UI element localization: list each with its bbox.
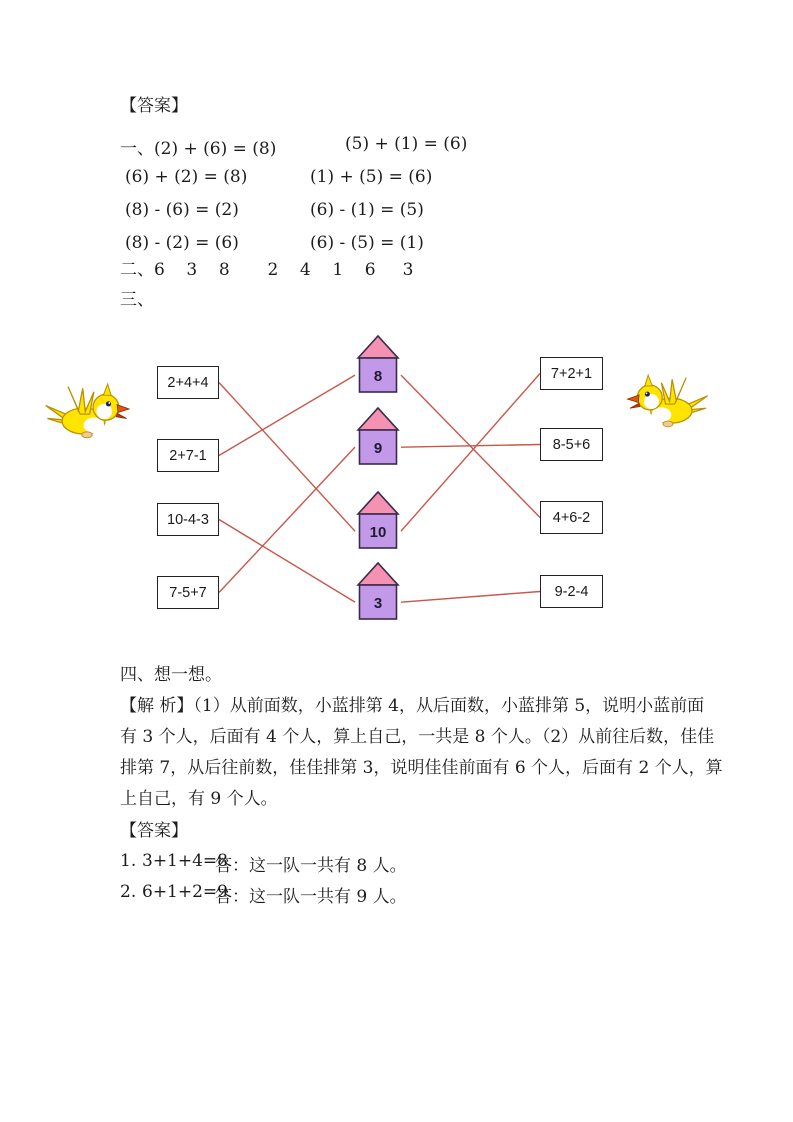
expression-label: 2+4+4 [167, 374, 209, 391]
house-number: 9 [373, 440, 383, 457]
equation-left: (6) + (2) = (8) [125, 167, 248, 187]
answer-text: 答：这一队一共有 9 人。 [215, 887, 407, 907]
house-9 [355, 405, 401, 467]
house-3 [355, 560, 401, 622]
matching-diagram [0, 325, 793, 635]
answer-number: 2. [120, 882, 137, 902]
equation-left: (8) - (6) = (2) [125, 200, 239, 220]
expression-label: 9-2-4 [554, 583, 589, 600]
analysis-line: 上自己，有 9 个人。 [120, 789, 278, 809]
expression-label: 2+7-1 [169, 447, 207, 464]
expression-label: 4+6-2 [552, 509, 591, 526]
bird-left-icon [44, 378, 130, 446]
expr-box-7+2+1 [540, 357, 603, 390]
house-number: 8 [373, 368, 383, 385]
expr-box-7-5+7 [157, 576, 219, 609]
answer-equation: 3+1+4=8 [142, 851, 228, 871]
answer-number: 1. [120, 851, 137, 871]
analysis-line: 有 3 个人，后面有 4 个人，算上自己，一共是 8 个人。（2）从前往后数，佳佳 [120, 727, 715, 747]
analysis-line: 排第 7，从后往前数，佳佳排第 3，说明佳佳前面有 6 个人，后面有 2 个人，算 [120, 758, 723, 778]
equation-right: (6) - (1) = (5) [310, 200, 424, 220]
final-answer-row-1 [0, 851, 793, 876]
bird-right-icon [616, 371, 720, 433]
expr-box-9-2-4 [540, 575, 603, 608]
house-number: 3 [373, 595, 383, 612]
expression-label: 7+2+1 [550, 365, 593, 382]
house-8 [355, 333, 401, 395]
expr-box-10-4-3 [157, 503, 219, 536]
expr-box-2+7-1 [157, 439, 219, 472]
expression-label: 10-4-3 [167, 511, 209, 528]
expr-box-4+6-2 [540, 501, 603, 534]
equation-row-1 [0, 134, 793, 159]
house-number: 10 [369, 524, 387, 541]
equation-row-3 [0, 200, 793, 222]
house-roof [358, 563, 398, 585]
final-answer-row-2 [0, 882, 793, 907]
section-two-answers: 二、6 3 8 2 4 1 6 3 [120, 260, 414, 280]
equation-row-4 [0, 233, 793, 255]
equation-row-2 [0, 167, 793, 189]
house-roof [358, 408, 398, 430]
answer-text: 答：这一队一共有 8 人。 [215, 856, 407, 876]
house-10 [355, 489, 401, 551]
equation-right: (1) + (5) = (6) [310, 167, 433, 187]
house-roof [358, 492, 398, 514]
section-four-title: 四、想一想。 [120, 665, 222, 685]
expr-box-2+4+4 [157, 366, 219, 399]
answer-section-header: 【答案】 [120, 96, 188, 116]
expr-box-8-5+6 [540, 428, 603, 461]
expression-label: 7-5+7 [169, 584, 207, 601]
section-three-label: 三、 [120, 290, 154, 310]
equation-left: 一、(2) + (6) = (8) [120, 139, 277, 159]
expression-label: 8-5+6 [552, 436, 591, 453]
answer-equation: 6+1+2=9 [142, 882, 228, 902]
answer-section-header-2: 【答案】 [120, 821, 188, 841]
equation-left: (8) - (2) = (6) [125, 233, 239, 253]
house-roof [358, 336, 398, 358]
equation-right: (6) - (5) = (1) [310, 233, 424, 253]
analysis-line: 【解 析】（1）从前面数，小蓝排第 4，从后面数，小蓝排第 5，说明小蓝前面 [120, 696, 705, 716]
equation-right: (5) + (1) = (6) [345, 134, 468, 154]
